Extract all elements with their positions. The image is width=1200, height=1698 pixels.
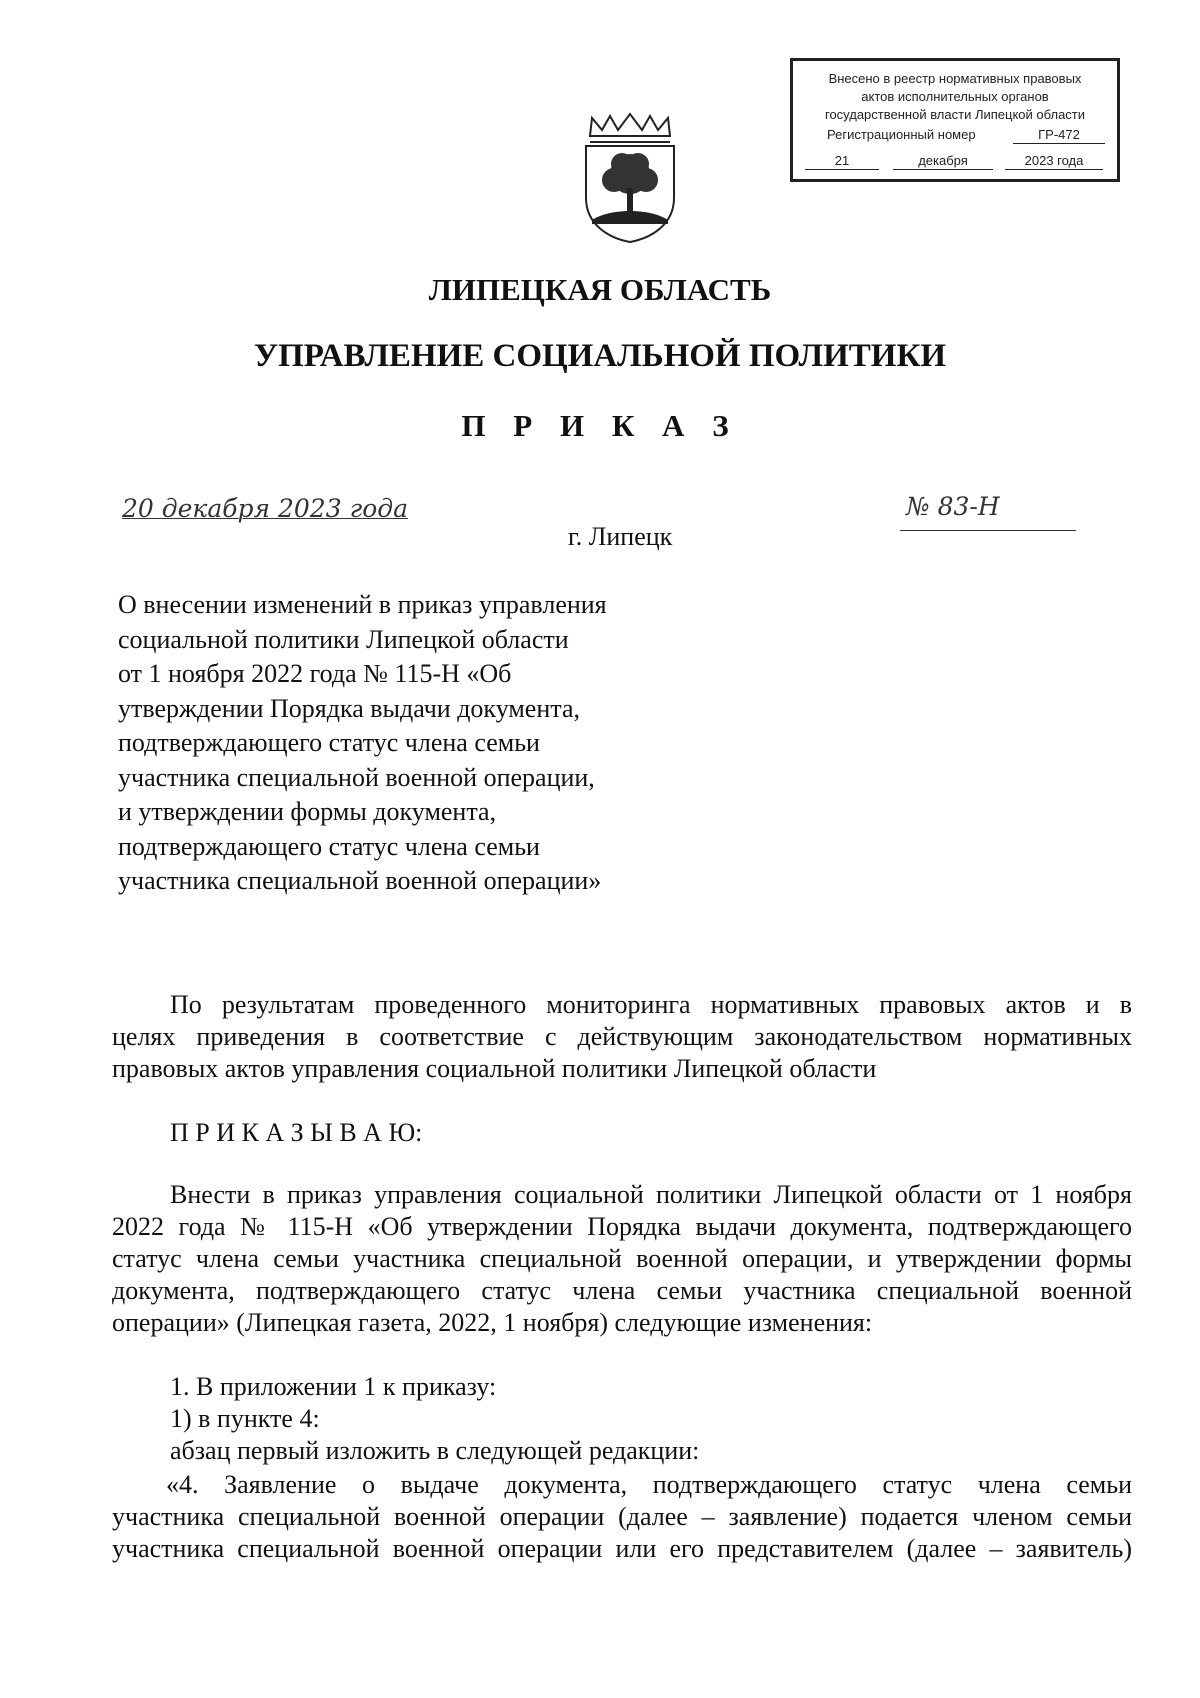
main-line: операции» (Липецкая газета, 2022, 1 ноября) следующие изменения: <box>112 1308 873 1337</box>
quote-line: «4. Заявление о выдаче документа, подтверждающего статус члена семьи <box>166 1470 1132 1499</box>
handwritten-date: 20 декабря 2023 года <box>122 494 408 523</box>
main-line: 2022 года № 115-Н «Об утверждении Порядка выдачи документа, подтверждающего <box>112 1212 1132 1241</box>
order-word: П Р И К А З Ы В А Ю: <box>170 1118 423 1147</box>
stamp-reg-label: Регистрационный номер <box>827 127 976 142</box>
main-line: документа, подтверждающего статус члена семьи участника специальной военной <box>112 1276 1132 1305</box>
preamble-line: целях приведения в соответствие с действующим законодательством нормативных <box>112 1022 1132 1051</box>
department-title: УПРАВЛЕНИЕ СОЦИАЛЬНОЙ ПОЛИТИКИ <box>253 338 947 374</box>
stamp-reg-number: ГР-472 <box>1013 127 1105 144</box>
subject-line: от 1 ноября 2022 года № 115-Н «Об <box>118 659 512 688</box>
stamp-line-3: государственной власти Липецкой области <box>824 107 1086 122</box>
item-1-text: абзац первый изложить в следующей редакции: <box>170 1436 700 1465</box>
subject-line: О внесении изменений в приказ управления <box>118 590 607 619</box>
stamp-month: декабря <box>893 153 993 170</box>
stamp-year: 2023 года <box>1005 153 1103 170</box>
item-1: 1. В приложении 1 к приказу: <box>170 1372 497 1401</box>
item-1-1: 1) в пункте 4: <box>170 1404 320 1433</box>
preamble-line: правовых актов управления социальной политики Липецкой области <box>112 1054 877 1083</box>
region-title: ЛИПЕЦКАЯ ОБЛАСТЬ <box>428 272 772 307</box>
main-line: статус члена семьи участника специальной военной операции, и утверждении формы <box>112 1244 1132 1273</box>
subject-line: участника специальной военной операции» <box>118 866 602 895</box>
stamp-day: 21 <box>805 153 879 170</box>
city: г. Липецк <box>568 522 673 551</box>
preamble-line: По результатам проведенного мониторинга нормативных правовых актов и в <box>170 990 1132 1019</box>
stamp-line-1: Внесено в реестр нормативных правовых <box>828 71 1082 86</box>
registry-stamp <box>790 58 1120 182</box>
coat-of-arms-icon <box>576 112 684 244</box>
document-type: П Р И К А З <box>461 408 739 443</box>
quote-line: участника специальной военной операции (далее – заявление) подается членом семьи <box>112 1502 1132 1531</box>
subject-line: утверждении Порядка выдачи документа, <box>118 693 580 723</box>
subject-line: социальной политики Липецкой области <box>118 624 569 654</box>
quote-line: участника специальной военной операции или его представителем (далее – заявитель) <box>112 1534 1132 1563</box>
subject-line: участника специальной военной операции, <box>118 762 595 792</box>
subject-line: подтверждающего статус члена семьи <box>118 831 540 861</box>
main-line: Внести в приказ управления социальной политики Липецкой области от 1 ноября <box>170 1180 1132 1209</box>
stamp-line-2: актов исполнительных органов <box>861 89 1049 104</box>
subject-block <box>118 588 607 899</box>
subject-line: и утверждении формы документа, <box>118 797 497 826</box>
subject-line: подтверждающего статус члена семьи <box>118 728 540 757</box>
document-number-field <box>900 494 1076 531</box>
handwritten-number: № 83-Н <box>906 492 1000 521</box>
